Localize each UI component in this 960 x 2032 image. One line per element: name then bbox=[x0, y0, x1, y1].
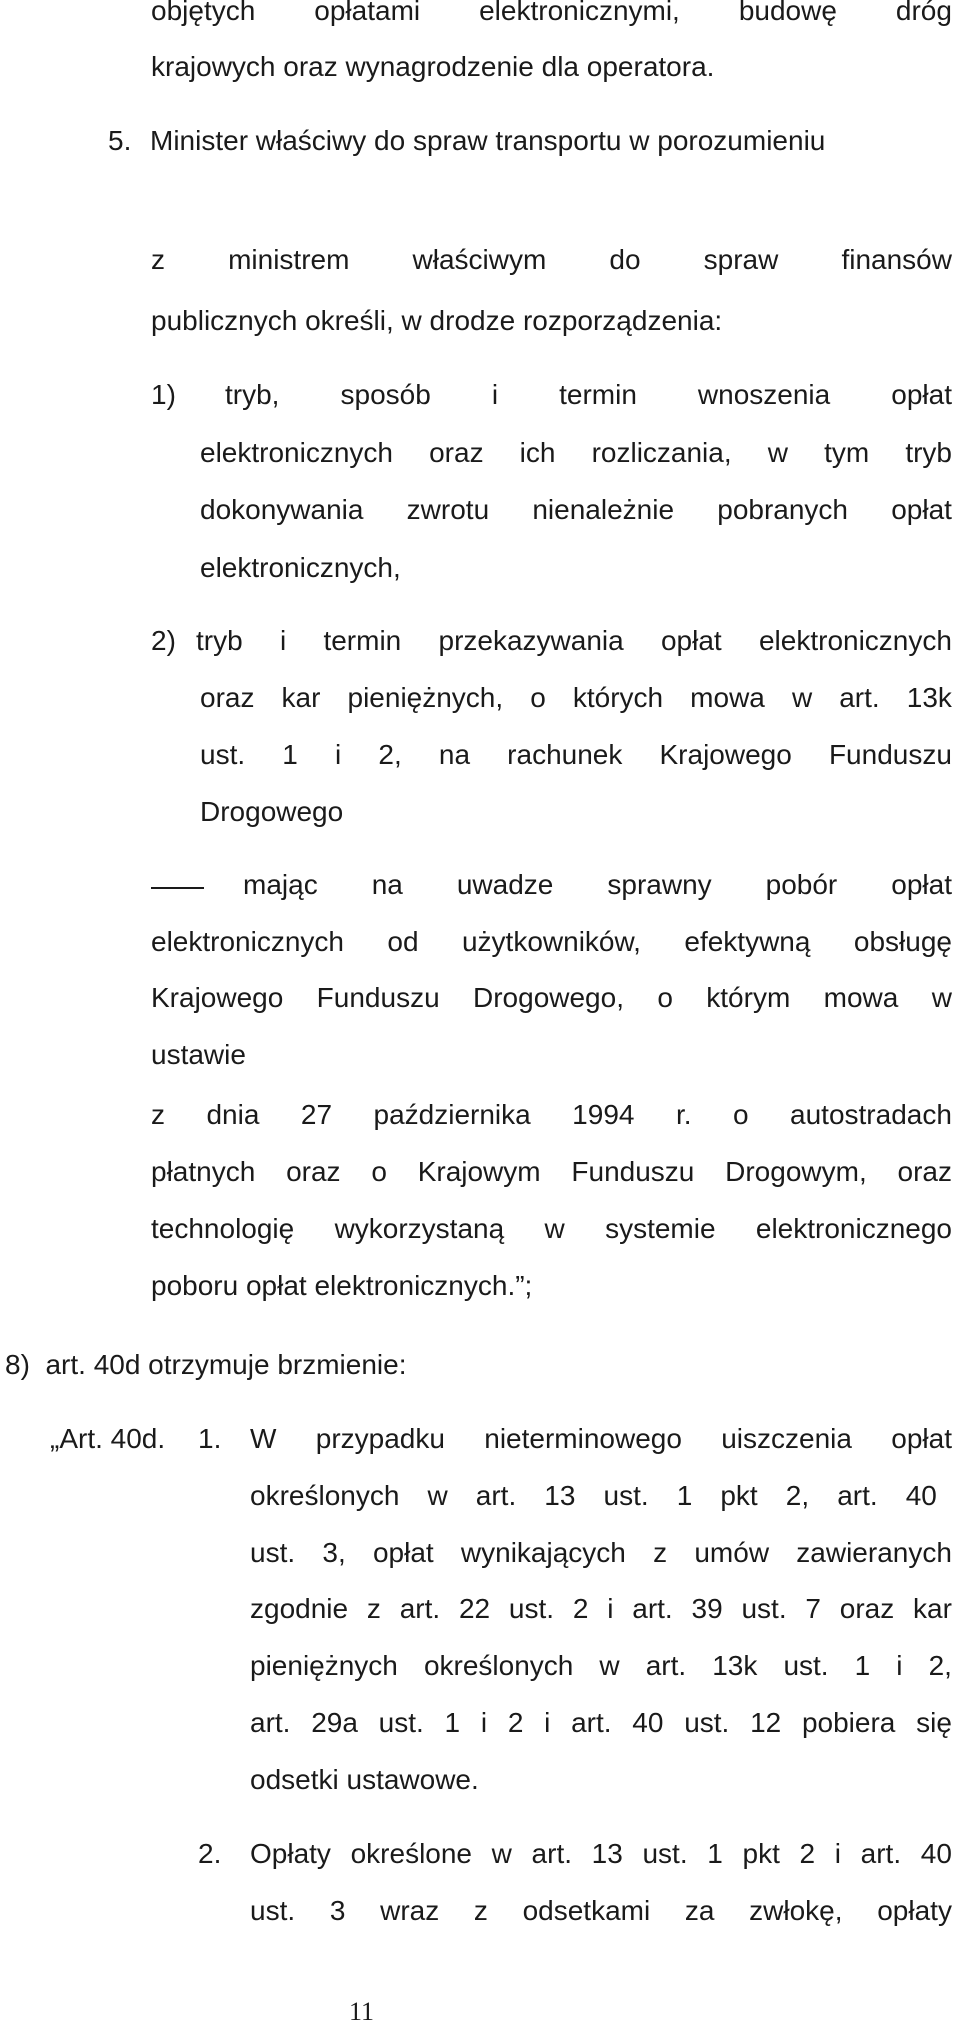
word: 29a bbox=[311, 1707, 358, 1738]
justified-line bbox=[250, 1479, 937, 1513]
word: i bbox=[896, 1650, 903, 1681]
word: w bbox=[491, 1838, 512, 1869]
word: przekazywania bbox=[438, 625, 624, 656]
word: pkt bbox=[742, 1838, 780, 1869]
word: zgodnie bbox=[250, 1593, 349, 1624]
word: art. bbox=[839, 682, 880, 713]
article-label: „Art. 40d. bbox=[50, 1423, 166, 1454]
word: 2 bbox=[572, 1593, 589, 1624]
word: z bbox=[151, 244, 165, 275]
word: pobór bbox=[765, 869, 838, 900]
word: ust. bbox=[250, 1895, 296, 1926]
word: i bbox=[480, 1707, 488, 1738]
word: termin bbox=[323, 625, 402, 656]
word: art. bbox=[571, 1707, 612, 1738]
word: 1 bbox=[676, 1480, 693, 1511]
word: i bbox=[834, 1838, 841, 1869]
word: kar bbox=[281, 682, 321, 713]
word: efektywną bbox=[684, 926, 811, 957]
word: elektronicznego bbox=[755, 1213, 952, 1244]
word: oraz bbox=[839, 1593, 895, 1624]
word: opłatami bbox=[314, 0, 421, 26]
word: systemie bbox=[605, 1213, 716, 1244]
word: technologię bbox=[151, 1213, 295, 1244]
word: Drogowym, bbox=[725, 1156, 867, 1187]
word: opłat bbox=[891, 494, 952, 525]
word: opłat bbox=[891, 869, 952, 900]
word: 3 bbox=[329, 1895, 346, 1926]
word: 1 bbox=[707, 1838, 723, 1869]
word: rachunek bbox=[507, 739, 623, 770]
word: 1 bbox=[854, 1650, 871, 1681]
word: pieniężnych, bbox=[347, 682, 504, 713]
text-line: krajowych oraz wynagrodzenie dla operatora. bbox=[151, 51, 715, 82]
word: budowę bbox=[738, 0, 837, 26]
word: pkt bbox=[720, 1480, 758, 1511]
word: o bbox=[732, 1099, 749, 1130]
word: mowa bbox=[690, 682, 765, 713]
word: 40 bbox=[632, 1707, 664, 1738]
justified-line bbox=[250, 1837, 952, 1871]
word: 40 bbox=[920, 1838, 952, 1869]
word: opłat bbox=[660, 625, 722, 656]
word: pieniężnych bbox=[250, 1650, 398, 1681]
word: nieterminowego bbox=[484, 1423, 682, 1454]
word: opłat bbox=[891, 1423, 952, 1454]
word: określone bbox=[350, 1838, 472, 1869]
word: tym bbox=[824, 437, 870, 468]
word: 3, bbox=[322, 1537, 346, 1568]
word: tryb, bbox=[225, 379, 280, 410]
word: elektronicznych bbox=[758, 625, 952, 656]
justified-line bbox=[151, 981, 952, 1015]
word: autostradach bbox=[790, 1099, 952, 1130]
word: 13 bbox=[544, 1480, 576, 1511]
word: ust. bbox=[603, 1480, 649, 1511]
word: z bbox=[151, 1099, 165, 1130]
word: 39 bbox=[691, 1593, 723, 1624]
word: finansów bbox=[841, 244, 952, 275]
word: na bbox=[371, 869, 403, 900]
justified-line bbox=[200, 493, 952, 527]
word: w bbox=[791, 682, 813, 713]
word: mowa bbox=[823, 982, 899, 1013]
word: którym bbox=[706, 982, 791, 1013]
word: 2, bbox=[928, 1650, 952, 1681]
amendment-point: 8) art. 40d otrzymuje brzmienie: bbox=[5, 1349, 407, 1380]
word: art. bbox=[531, 1838, 573, 1869]
word: wynikających bbox=[460, 1537, 626, 1568]
word: obsługę bbox=[853, 926, 952, 957]
word: z bbox=[653, 1537, 668, 1568]
text-line: elektronicznych, bbox=[200, 552, 401, 583]
word: ust. bbox=[200, 739, 246, 770]
word: ust. bbox=[508, 1593, 555, 1624]
justified-line bbox=[250, 1592, 952, 1626]
word: i bbox=[279, 625, 287, 656]
word: art. bbox=[399, 1593, 441, 1624]
word: opłat bbox=[372, 1537, 434, 1568]
word: określonych bbox=[250, 1480, 400, 1511]
word: kar bbox=[913, 1593, 952, 1624]
word: uiszczenia bbox=[721, 1423, 852, 1454]
word: Krajowego bbox=[151, 982, 284, 1013]
word: rozliczania, bbox=[591, 437, 732, 468]
word: od bbox=[387, 926, 419, 957]
word: oraz bbox=[429, 437, 484, 468]
word: umów bbox=[694, 1537, 770, 1568]
word: r. bbox=[675, 1099, 692, 1130]
word: art. bbox=[632, 1593, 673, 1624]
word: art. bbox=[250, 1707, 291, 1738]
section-number: 1. bbox=[198, 1423, 222, 1454]
word: o bbox=[371, 1156, 387, 1187]
justified-line bbox=[250, 1422, 952, 1456]
word: w bbox=[427, 1480, 448, 1511]
word: oraz bbox=[897, 1156, 952, 1187]
justified-line bbox=[225, 378, 952, 412]
word: pobranych bbox=[717, 494, 849, 525]
justified-line bbox=[200, 738, 952, 772]
word: właściwym bbox=[412, 244, 547, 275]
word: określonych bbox=[423, 1650, 574, 1681]
paragraph-number: 5. bbox=[108, 125, 132, 156]
word: art. bbox=[475, 1480, 517, 1511]
word: płatnych bbox=[151, 1156, 256, 1187]
justified-line bbox=[196, 624, 952, 658]
word: w bbox=[767, 437, 788, 468]
word: 13k bbox=[712, 1650, 758, 1681]
word: z bbox=[473, 1895, 488, 1926]
word: wykorzystaną bbox=[334, 1213, 505, 1244]
word: tryb bbox=[905, 437, 952, 468]
word: ich bbox=[519, 437, 556, 468]
word: elektronicznymi, bbox=[479, 0, 680, 26]
word: 27 bbox=[300, 1099, 333, 1130]
em-dash bbox=[151, 887, 204, 889]
word: ust. bbox=[684, 1707, 730, 1738]
word: w bbox=[544, 1213, 565, 1244]
justified-line bbox=[250, 1894, 952, 1928]
word: ministrem bbox=[228, 244, 350, 275]
word: dnia bbox=[206, 1099, 260, 1130]
word: elektronicznych bbox=[200, 437, 393, 468]
justified-line bbox=[243, 868, 952, 902]
word: i bbox=[544, 1707, 551, 1738]
word: art. bbox=[860, 1838, 902, 1869]
word: z bbox=[366, 1593, 381, 1624]
list-number: 2) bbox=[151, 625, 176, 656]
word: dokonywania bbox=[200, 494, 364, 525]
word: opłaty bbox=[877, 1895, 952, 1926]
word: termin bbox=[559, 379, 637, 410]
word: elektronicznych bbox=[151, 926, 344, 957]
justified-line bbox=[250, 1536, 952, 1570]
justified-line bbox=[151, 1212, 952, 1246]
list-number: 1) bbox=[151, 379, 176, 410]
word: spraw bbox=[703, 244, 779, 275]
justified-line bbox=[151, 0, 952, 28]
word: 2, bbox=[378, 739, 402, 770]
justified-line bbox=[200, 436, 952, 470]
word: dróg bbox=[895, 0, 952, 26]
word: których bbox=[572, 682, 664, 713]
word: Drogowego, bbox=[473, 982, 624, 1013]
word: w bbox=[599, 1650, 620, 1681]
text-line: Minister właściwy do spraw transportu w porozumieniu bbox=[150, 125, 826, 156]
text-line: publicznych określi, w drodze rozporządzenia: bbox=[151, 305, 723, 336]
word: mając bbox=[243, 869, 318, 900]
word: 22 bbox=[458, 1593, 491, 1624]
word: oraz bbox=[200, 682, 255, 713]
word: Krajowym bbox=[417, 1156, 541, 1187]
word: oraz bbox=[286, 1156, 341, 1187]
word: ust. bbox=[642, 1838, 688, 1869]
word: 13 bbox=[591, 1838, 623, 1869]
justified-line bbox=[250, 1649, 952, 1683]
word: Funduszu bbox=[316, 982, 440, 1013]
word: 13k bbox=[906, 682, 952, 713]
section-number: 2. bbox=[198, 1838, 222, 1869]
word: 2 bbox=[799, 1838, 816, 1869]
word: 2 bbox=[507, 1707, 524, 1738]
word: Funduszu bbox=[571, 1156, 695, 1187]
word: użytkowników, bbox=[461, 926, 641, 957]
text-line: odsetki ustawowe. bbox=[250, 1764, 479, 1795]
word: na bbox=[438, 739, 471, 770]
word: Funduszu bbox=[828, 739, 952, 770]
word: 1 bbox=[282, 739, 298, 770]
word: ust. bbox=[378, 1707, 424, 1738]
word: za bbox=[684, 1895, 715, 1926]
word: nienależnie bbox=[532, 494, 675, 525]
word: sprawny bbox=[607, 869, 712, 900]
word: 40 bbox=[905, 1480, 937, 1511]
page-number: 11 bbox=[349, 1997, 375, 2026]
word: art. bbox=[837, 1480, 878, 1511]
word: o bbox=[657, 982, 673, 1013]
word: zawieranych bbox=[796, 1537, 952, 1568]
word: 7 bbox=[805, 1593, 821, 1624]
word: 1994 bbox=[572, 1099, 635, 1130]
word: ust. bbox=[250, 1537, 296, 1568]
justified-line bbox=[151, 243, 952, 277]
justified-line bbox=[151, 1098, 952, 1132]
word: ust. bbox=[783, 1650, 829, 1681]
word: 12 bbox=[750, 1707, 782, 1738]
word: i bbox=[607, 1593, 614, 1624]
word: ust. bbox=[741, 1593, 787, 1624]
word: się bbox=[916, 1707, 952, 1738]
word: pobiera bbox=[801, 1707, 896, 1738]
word: Opłaty bbox=[250, 1838, 331, 1869]
text-line: Drogowego bbox=[200, 796, 344, 827]
word: zwrotu bbox=[406, 494, 490, 525]
word: odsetkami bbox=[522, 1895, 651, 1926]
word: do bbox=[609, 244, 641, 275]
word: art. bbox=[645, 1650, 687, 1681]
text-line: poboru opłat elektronicznych.”; bbox=[151, 1270, 533, 1301]
word: wnoszenia bbox=[697, 379, 831, 410]
word: objętych bbox=[151, 0, 256, 26]
justified-line bbox=[151, 1155, 952, 1189]
word: Krajowego bbox=[659, 739, 792, 770]
text-line: ustawie bbox=[151, 1039, 246, 1070]
justified-line bbox=[151, 925, 952, 959]
word: o bbox=[530, 682, 546, 713]
word: uwadze bbox=[456, 869, 554, 900]
word: tryb bbox=[196, 625, 243, 656]
justified-line bbox=[200, 681, 952, 715]
word: opłat bbox=[891, 379, 952, 410]
word: października bbox=[373, 1099, 531, 1130]
word: W bbox=[250, 1423, 277, 1454]
word: zwłokę, bbox=[749, 1895, 843, 1926]
word: w bbox=[931, 982, 952, 1013]
word: przypadku bbox=[315, 1423, 445, 1454]
word: i bbox=[335, 739, 342, 770]
word: 1 bbox=[444, 1707, 461, 1738]
word: i bbox=[491, 379, 499, 410]
word: 2, bbox=[785, 1480, 810, 1511]
justified-line bbox=[250, 1706, 952, 1740]
word: sposób bbox=[340, 379, 431, 410]
word: wraz bbox=[380, 1895, 440, 1926]
